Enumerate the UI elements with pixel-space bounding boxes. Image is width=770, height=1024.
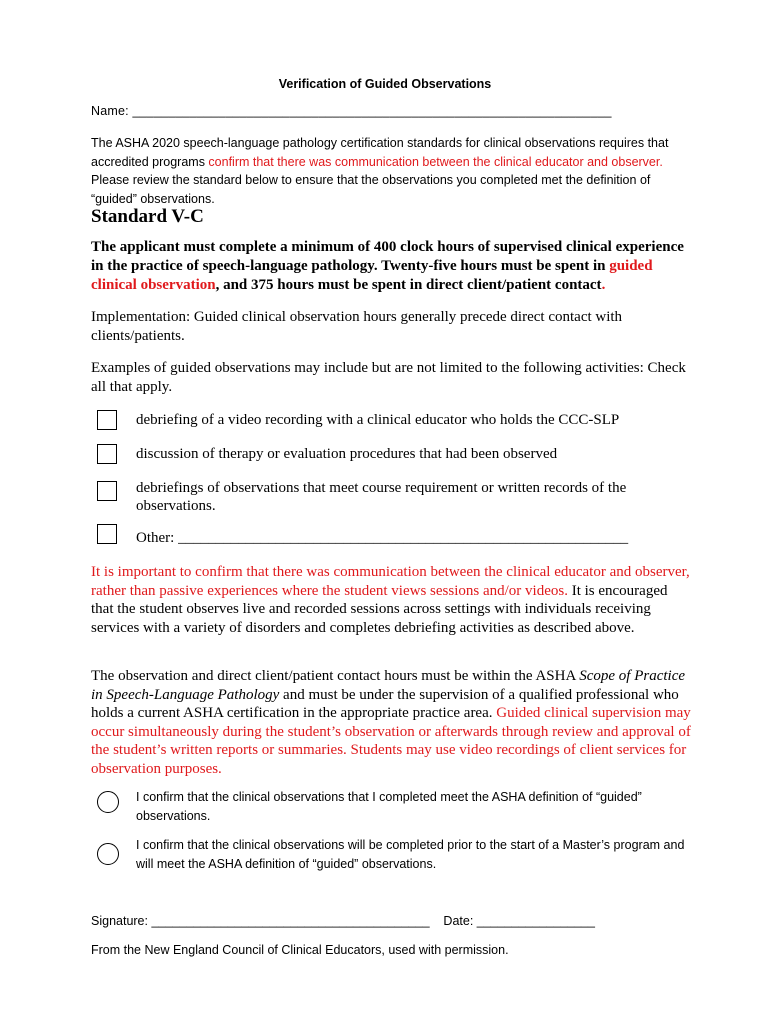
form-title: Verification of Guided Observations [278,77,492,91]
important-text: It is encouraged that the student observes live and recorded sessions across settings with individuals receiving services with a variety of disorders and completes debriefing activities as described above. [91,582,668,636]
scope-paragraph [91,667,691,779]
scope-text-1: The observation and direct client/patient contact hours must be within the ASHA [91,668,580,684]
checkbox-discussion[interactable] [97,444,117,464]
standard-body [91,238,691,295]
intro-text-red: confirm that there was communication between the clinical educator and observer. [208,154,663,169]
checkbox-other[interactable] [97,524,117,544]
standard-text-period: . [601,277,606,293]
standard-text-2: , and 375 hours must be spent in direct client/patient contact [215,277,602,293]
checkbox-debriefings-records[interactable] [97,481,117,501]
signature-date-line[interactable]: Signature: ________________________________________ Date: _________________ [91,914,595,928]
checkbox-label: debriefing of a video recording with a clinical educator who holds the CCC-SLP [136,412,620,428]
radio-label: I confirm that the clinical observations that I completed meet the ASHA definition of “guided” observations. [136,790,642,823]
checkbox-label: discussion of therapy or evaluation procedures that had been observed [136,446,558,462]
implementation-paragraph: Implementation: Guided clinical observation hours generally precede direct contact with clients/patients. [91,309,623,344]
radio-label: I confirm that the clinical observations will be completed prior to the start of a Master’s program and will meet the ASHA definition of “guided” observations. [136,838,685,871]
scope-text-italic: Scope of Practice in Speech-Language Pathology [91,668,686,703]
footer-credit: From the New England Council of Clinical Educators, used with permission. [91,943,509,957]
intro-text-2: Please review the standard below to ensure that the observations you completed met the definition of “guided” observations. [91,173,651,206]
scope-text-2: and must be under the supervision of a qualified professional who holds a current ASHA certification in the appropriate practice area. [91,686,679,722]
radio-completed-observations[interactable] [97,791,119,813]
checkbox-label: debriefings of observations that meet course requirement or written records of the observations. [136,480,627,514]
checkbox-label-other[interactable]: Other: ____________________________________________________________ [136,530,629,546]
checkbox-video-debriefing[interactable] [97,410,117,430]
standard-heading: Standard V-C [91,206,204,227]
intro-text-1: The ASHA 2020 speech-language pathology certification standards for clinical observations requires that accredited programs [91,136,669,169]
examples-paragraph: Examples of guided observations may include but are not limited to the following activities: Check all that apply. [91,360,686,395]
important-text-red: It is important to confirm that there was communication between the clinical educator and observer, rather than passive experiences where the student views sessions and/or videos. [91,564,690,599]
scope-text-red: Guided clinical supervision may occur simultaneously during the student’s observation or afterwards through review and approval of the student’s written reports or summaries. Students may use video recordings of client services for observation purposes. [91,705,691,777]
radio-future-observations[interactable] [97,843,119,865]
standard-text-1: The applicant must complete a minimum of 400 clock hours of supervised clinical experience in the practice of speech-language pathology. Twenty-five hours must be spent in [91,239,684,274]
standard-text-red: guided clinical observation [91,258,653,293]
important-paragraph [91,563,691,637]
intro-paragraph [91,134,691,208]
name-field-line[interactable]: Name: ___________________________________________________________________ [91,104,612,118]
